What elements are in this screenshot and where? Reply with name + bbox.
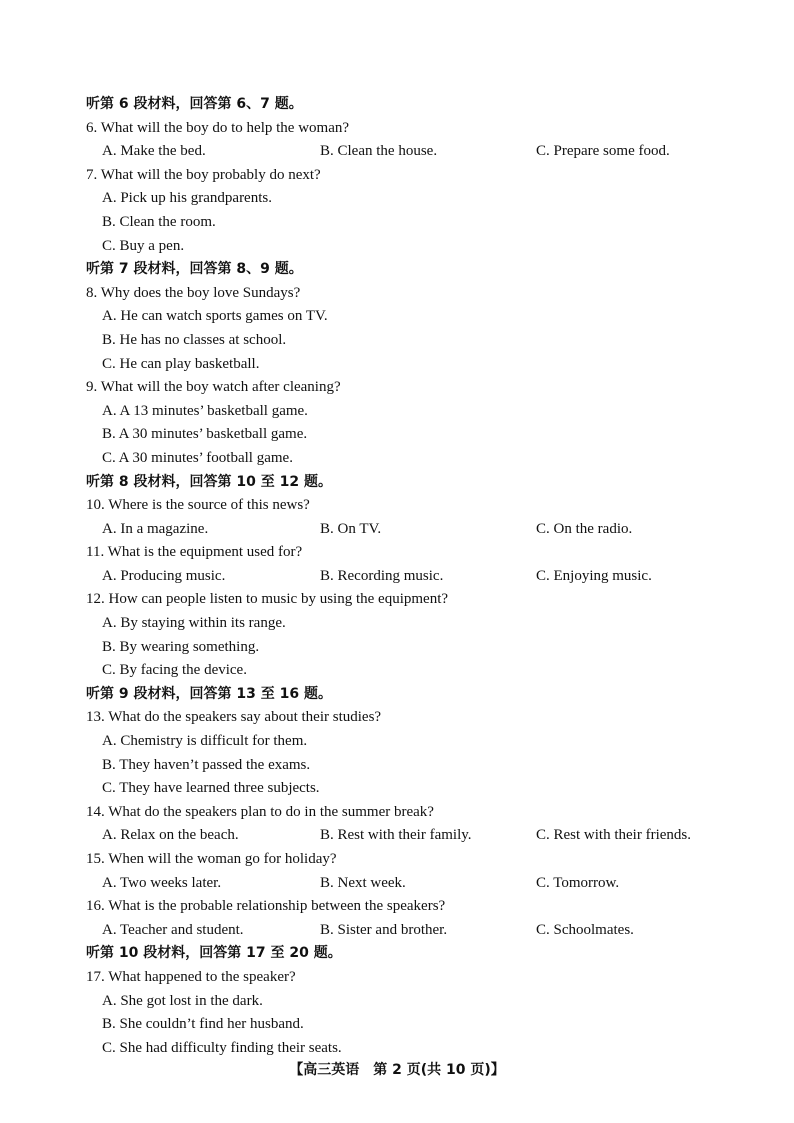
answer-option: C. They have learned three subjects. xyxy=(102,780,320,797)
answer-option: C. A 30 minutes’ football game. xyxy=(102,449,293,466)
answer-option: A. A 13 minutes’ basketball game. xyxy=(102,402,308,419)
answer-option: A. Pick up his grandparents. xyxy=(102,190,272,207)
question-text: 11. What is the equipment used for? xyxy=(86,544,303,561)
answer-option: B. Clean the room. xyxy=(102,213,216,230)
answer-option: B. Sister and brother. xyxy=(320,921,448,938)
exam-content xyxy=(86,93,746,1060)
answer-option: A. She got lost in the dark. xyxy=(102,992,263,1009)
answer-option: A. In a magazine. xyxy=(102,520,209,537)
answer-option: A. By staying within its range. xyxy=(102,615,286,632)
answer-option: B. Next week. xyxy=(320,874,406,891)
answer-option: C. Enjoying music. xyxy=(536,567,652,584)
question-text: 6. What will the boy do to help the woman? xyxy=(86,119,350,136)
answer-option: B. They haven’t passed the exams. xyxy=(102,756,311,773)
answer-option: B. Recording music. xyxy=(320,567,444,584)
answer-option: B. He has no classes at school. xyxy=(102,331,287,348)
section-header: 听第 8 段材料，回答第 10 至 12 题。 xyxy=(86,473,332,490)
section-header: 听第 7 段材料，回答第 8、9 题。 xyxy=(86,261,303,278)
answer-option: C. She had difficulty finding their seats. xyxy=(102,1039,342,1056)
answer-option: C. Schoolmates. xyxy=(536,921,634,938)
option-row xyxy=(86,565,746,589)
section-header: 听第 10 段材料，回答第 17 至 20 题。 xyxy=(86,945,342,962)
option-row xyxy=(86,140,746,164)
answer-option: C. On the radio. xyxy=(536,520,633,537)
answer-option: B. By wearing something. xyxy=(102,638,260,655)
question-text: 16. What is the probable relationship between the speakers? xyxy=(86,898,446,915)
answer-option: B. Clean the house. xyxy=(320,143,438,160)
section-header: 听第 9 段材料，回答第 13 至 16 题。 xyxy=(86,685,332,702)
answer-option: B. She couldn’t find her husband. xyxy=(102,1016,304,1033)
answer-option: B. On TV. xyxy=(320,520,382,537)
question-text: 13. What do the speakers say about their studies? xyxy=(86,709,382,726)
page-footer: 【高三英语 第 2 页(共 10 页)】 xyxy=(289,1062,505,1078)
answer-option: B. A 30 minutes’ basketball game. xyxy=(102,426,308,443)
question-text: 14. What do the speakers plan to do in the summer break? xyxy=(86,803,434,820)
answer-option: A. Relax on the beach. xyxy=(102,827,239,844)
answer-option: A. Teacher and student. xyxy=(102,921,244,938)
question-text: 7. What will the boy probably do next? xyxy=(86,166,321,183)
option-row xyxy=(86,824,746,848)
answer-option: C. Rest with their friends. xyxy=(536,827,691,844)
answer-option: A. He can watch sports games on TV. xyxy=(102,308,328,325)
question-text: 12. How can people listen to music by using the equipment? xyxy=(86,591,449,608)
answer-option: A. Chemistry is difficult for them. xyxy=(102,733,308,750)
answer-option: C. Tomorrow. xyxy=(536,874,620,891)
question-text: 10. Where is the source of this news? xyxy=(86,497,310,514)
question-text: 17. What happened to the speaker? xyxy=(86,968,296,985)
option-row xyxy=(86,919,746,943)
answer-option: A. Producing music. xyxy=(102,567,226,584)
question-text: 9. What will the boy watch after cleaning? xyxy=(86,379,341,396)
option-row xyxy=(86,518,746,542)
option-row xyxy=(86,872,746,896)
answer-option: C. Prepare some food. xyxy=(536,143,670,160)
answer-option: B. Rest with their family. xyxy=(320,827,472,844)
answer-option: A. Make the bed. xyxy=(102,143,206,160)
question-text: 8. Why does the boy love Sundays? xyxy=(86,284,301,301)
question-text: 15. When will the woman go for holiday? xyxy=(86,851,337,867)
answer-option: A. Two weeks later. xyxy=(102,874,222,891)
answer-option: C. Buy a pen. xyxy=(102,237,185,254)
answer-option: C. He can play basketball. xyxy=(102,355,260,372)
section-header: 听第 6 段材料，回答第 6、7 题。 xyxy=(86,96,303,112)
answer-option: C. By facing the device. xyxy=(102,662,247,679)
